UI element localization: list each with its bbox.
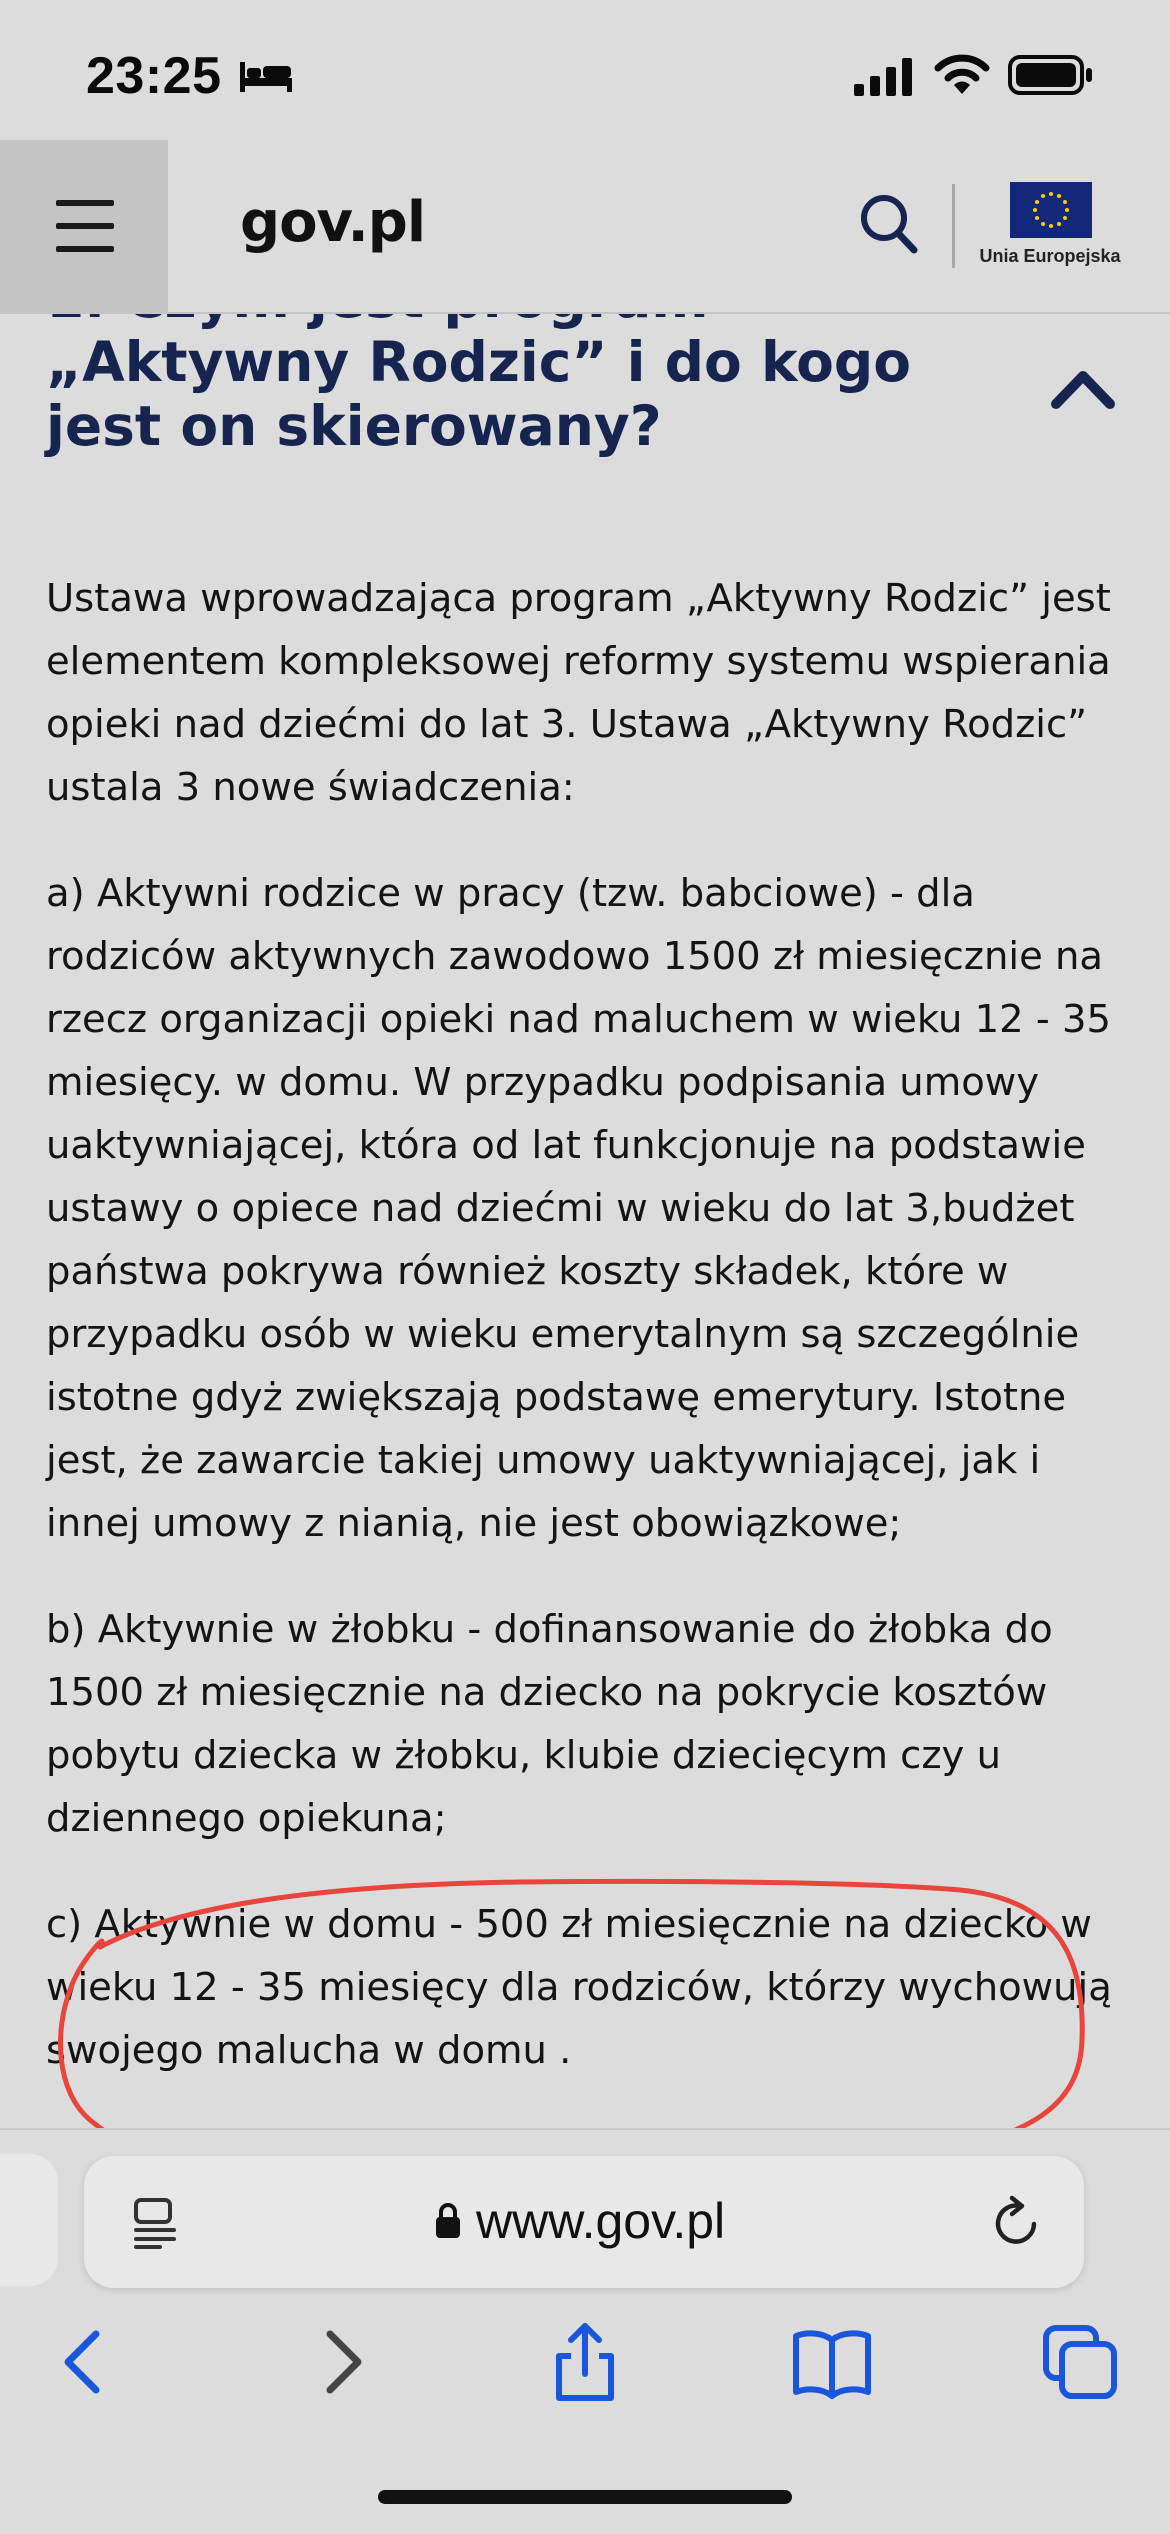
home-indicator[interactable]: [378, 2490, 792, 2504]
answer-paragraph-b: b) Aktywnie w żłobku - dofinansowanie do żłobka do 1500 zł miesięcznie na dziecko na pokrycie kosztów pobytu dziecka w żłobku, klubie dziecięcym czy u dziennego opiekuna;: [46, 1607, 1053, 1841]
article-content: [0, 312, 1170, 2128]
forward-arrow-icon[interactable]: [300, 2322, 380, 2402]
answer-body: [46, 567, 1136, 2125]
chevron-up-icon[interactable]: [1048, 364, 1118, 412]
back-arrow-icon[interactable]: [46, 2322, 126, 2402]
reload-icon[interactable]: [988, 2194, 1044, 2250]
gov-pl-logo[interactable]: gov.pl: [240, 190, 426, 255]
eu-flag-icon[interactable]: [1010, 182, 1092, 238]
lock-icon: [434, 2200, 462, 2240]
share-icon[interactable]: [545, 2322, 625, 2402]
eu-label: Unia Europejska: [979, 246, 1121, 266]
previous-tab-preview[interactable]: [0, 2154, 58, 2286]
site-header: [0, 140, 1170, 314]
tabs-icon[interactable]: [1040, 2322, 1120, 2402]
reader-mode-icon[interactable]: [130, 2196, 182, 2248]
cellular-signal-icon: [852, 56, 914, 96]
answer-paragraph-c: c) Aktywnie w domu - 500 zł miesięcznie na dziecko w wieku 12 - 35 miesięcy dla rodziców, którzy wychowują swojego malucha w domu .: [46, 1902, 1112, 2073]
search-icon[interactable]: [856, 188, 920, 260]
answer-paragraph-intro: Ustawa wprowadzająca program „Aktywny Rodzic” jest elementem kompleksowej reformy systemu wspierania opieki nad dziećmi do lat 3. Ustawa „Aktywny Rodzic” ustala 3 nowe świadczenia:: [46, 576, 1111, 810]
header-divider: [952, 184, 955, 268]
address-bar[interactable]: [84, 2156, 1084, 2288]
battery-icon: [1008, 54, 1094, 96]
bed-icon: [238, 58, 294, 94]
bookmarks-icon[interactable]: [792, 2322, 872, 2402]
browser-toolbar: [0, 2128, 1170, 2534]
wifi-icon: [934, 52, 990, 96]
hamburger-menu-button[interactable]: [0, 140, 168, 312]
status-time: 23:25: [86, 47, 222, 105]
url-text[interactable]: www.gov.pl: [476, 2193, 726, 2249]
answer-paragraph-a: a) Aktywni rodzice w pracy (tzw. babciowe) - dla rodziców aktywnych zawodowo 1500 zł miesięcznie na rzecz organizacji opieki nad maluchem w wieku 12 - 35 miesięcy. w domu. W przypadku podpisania umowy uaktywniającej, która od lat funkcjonuje na podstawie ustawy o opiece nad dziećmi w wieku do lat 3,budżet państwa pokrywa również koszty składek, które w przypadku osób w wieku emerytalnym są szczególnie istotne gdyż zwiększają podstawę emerytury. Istotne jest, że zawarcie takiej umowy uaktywniającej, jak i innej umowy z nianią, nie jest obowiązkowe;: [46, 871, 1111, 1546]
question-title[interactable]: „Aktywny Rodzic” i do kogo jest on skierowany?: [46, 330, 912, 458]
status-bar: [0, 0, 1170, 140]
